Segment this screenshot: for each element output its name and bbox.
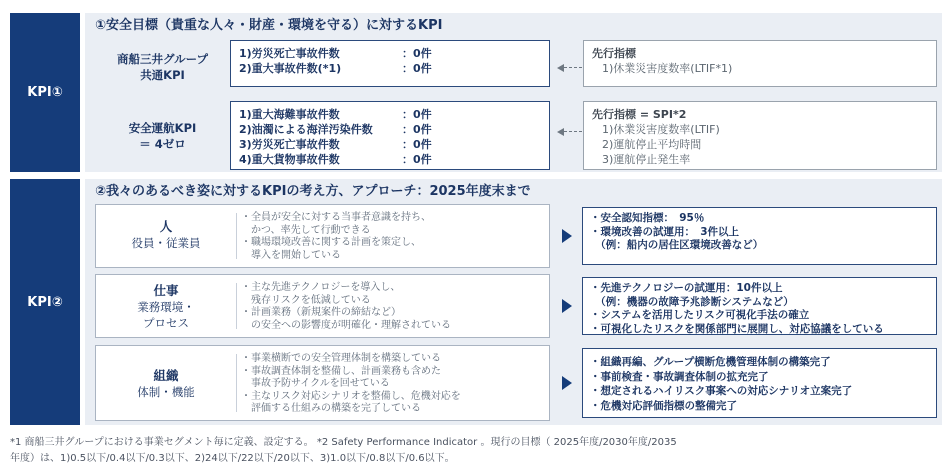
kpi1-tab-label: KPI① — [27, 85, 63, 100]
category-subtitle: 業務環境・ — [137, 300, 195, 314]
footnote-line1: *1 商船三井グループにおける事業セグメント毎に定義、設定する。 *2 Safety Performance Indicator 。現行の目標（ 2025年度/2030年度/2035 — [10, 437, 677, 448]
kpi-item-value: ：0件 — [402, 138, 432, 151]
kpi-item-label: 3)労災死亡事故件数 — [239, 138, 340, 151]
desc-line: ・事故調査体制を整備し、計画業務も含めた — [241, 365, 441, 377]
group2-lead-box — [583, 101, 937, 170]
category-organization-name — [96, 368, 236, 400]
group2-label-line2: ＝ 4ゼロ — [139, 137, 186, 151]
group2-kpi-row — [239, 122, 541, 137]
group1-kpi-row — [239, 46, 541, 61]
category-work-box — [95, 274, 550, 338]
kpi-item-value: ：0件 — [402, 123, 432, 136]
category-divider — [236, 354, 237, 412]
dashed-arrow — [564, 131, 582, 132]
desc-line: ・事業横断での安全管理体制を構築している — [241, 353, 441, 364]
category-title: 人 — [159, 219, 173, 234]
category-organization-desc — [241, 353, 461, 416]
desc-line: 残存リスクを低減している — [241, 294, 371, 306]
desc-line: ・計画業務（新規案件の締結など） — [241, 307, 401, 318]
target-line: ・可視化したリスクを関係部門に展開し、対応協議をしている — [590, 322, 884, 335]
desc-line: ・全員が安全に対する当事者意識を持ち、 — [241, 212, 431, 223]
lead-item: 1)休業災害度数率(LTIF*1) — [602, 62, 733, 75]
arrow-right-icon — [562, 229, 572, 243]
footnote-line2: 年度）は、1)0.5以下/0.4以下/0.3以下、2)24以下/22以下/20以下、3)1.0以下/0.8以下/0.6以下。 — [10, 453, 455, 464]
desc-line: ・主なリスク対応シナリオを整備し、危機対応を — [241, 390, 461, 402]
desc-line: かつ、率先して行動できる — [241, 224, 371, 236]
kpi2-tab-label: KPI② — [27, 294, 63, 310]
category-people-target — [582, 207, 937, 265]
category-subtitle: プロセス — [143, 316, 189, 330]
lead-title: 先行指標 — [592, 47, 636, 60]
target-line: ・危機対応評価指標の整備完了 — [590, 399, 737, 412]
group1-kpi-row — [239, 61, 541, 76]
group2-label-line1: 安全運航KPI — [128, 121, 197, 135]
kpi-item-label: 2)重大事故件数(*1) — [239, 62, 342, 75]
kpi1-tab — [10, 13, 80, 172]
lead-item: 3)運航停止発生率 — [602, 153, 691, 166]
dashed-arrow — [564, 67, 582, 68]
category-organization-target — [582, 348, 937, 418]
desc-line: 導入を開始している — [241, 249, 341, 261]
category-divider — [236, 213, 237, 259]
arrow-right-icon — [562, 299, 572, 313]
kpi-item-label: 1)重大海難事故件数 — [239, 108, 340, 121]
group1-lead-box — [583, 40, 937, 87]
group2-kpi-row — [239, 137, 541, 152]
category-title: 仕事 — [153, 283, 179, 298]
group2-kpi-row — [239, 107, 541, 122]
category-divider — [236, 283, 237, 329]
category-subtitle: 体制・機能 — [137, 385, 195, 399]
kpi1-title: ①安全目標（貴重な人々・財産・環境を守る）に対するKPI — [95, 18, 443, 33]
kpi-item-value: ：0件 — [402, 153, 432, 166]
category-work-desc — [241, 282, 451, 332]
kpi2-title: ②我々のあるべき姿に対するKPIの考え方、アプローチ：2025年度末まで — [95, 184, 531, 199]
target-line: ・想定されるハイリスク事案への対応シナリオ立案完了 — [590, 385, 853, 397]
kpi-item-label: 4)重大貨物事故件数 — [239, 153, 340, 166]
lead-item: 2)運航停止平均時間 — [602, 138, 702, 151]
category-work-name — [96, 283, 236, 331]
category-work-target — [582, 277, 937, 335]
target-line: （例：機器の故障予兆診断システムなど） — [590, 295, 794, 308]
desc-line: ・主な先進テクノロジーを導入し、 — [241, 282, 401, 293]
category-people-desc — [241, 212, 431, 262]
kpi2-tab — [10, 179, 80, 425]
target-line: ・先進テクノロジーの試運用：10件以上 — [590, 282, 783, 294]
desc-line: 評価する仕組みの構築を完了している — [241, 403, 421, 414]
group1-label-line2: 共通KPI — [140, 68, 185, 82]
category-title: 組織 — [153, 368, 179, 383]
group1-kpi-box — [230, 40, 550, 87]
dashed-arrow-head — [557, 128, 564, 136]
target-line: ・安全認知指標： 95％ — [590, 212, 705, 224]
arrow-right-icon — [562, 376, 572, 390]
target-line: ・環境改善の試運用： 3件以上 — [590, 225, 740, 238]
kpi-item-value: ：0件 — [402, 47, 432, 60]
target-line: ・組織再編、グループ横断危機管理体制の構築完了 — [590, 356, 831, 368]
category-people-name — [96, 219, 236, 251]
lead-item: 1)休業災害度数率(LTIF) — [602, 123, 720, 136]
lead-title: 先行指標 = SPI*2 — [592, 108, 687, 121]
group2-label — [110, 120, 215, 152]
dashed-arrow-head — [557, 64, 564, 72]
group1-label-line1: 商船三井グループ — [116, 52, 209, 66]
group1-label — [110, 51, 215, 83]
group2-kpi-box — [230, 101, 550, 170]
kpi-item-label: 1)労災死亡事故件数 — [239, 47, 340, 60]
desc-line: の安全への影響度が明確化・理解されている — [241, 319, 451, 331]
category-organization-box — [95, 345, 550, 421]
kpi-item-label: 2)油濁による海洋汚染件数 — [239, 123, 373, 136]
category-people-box — [95, 204, 550, 268]
category-subtitle: 役員・従業員 — [131, 236, 201, 250]
desc-line: ・職場環境改善に関する計画を策定し、 — [241, 237, 421, 248]
target-line: ・システムを活用したリスク可視化手法の確立 — [590, 309, 810, 321]
group2-kpi-row — [239, 152, 541, 167]
kpi-item-value: ：0件 — [402, 62, 432, 75]
desc-line: 事故予防サイクルを回せている — [241, 378, 390, 389]
target-line: （例：船内の居住区環境改善など） — [590, 239, 764, 251]
kpi-item-value: ：0件 — [402, 108, 432, 121]
target-line: ・事前検査・事故調査体制の拡充完了 — [590, 370, 769, 383]
